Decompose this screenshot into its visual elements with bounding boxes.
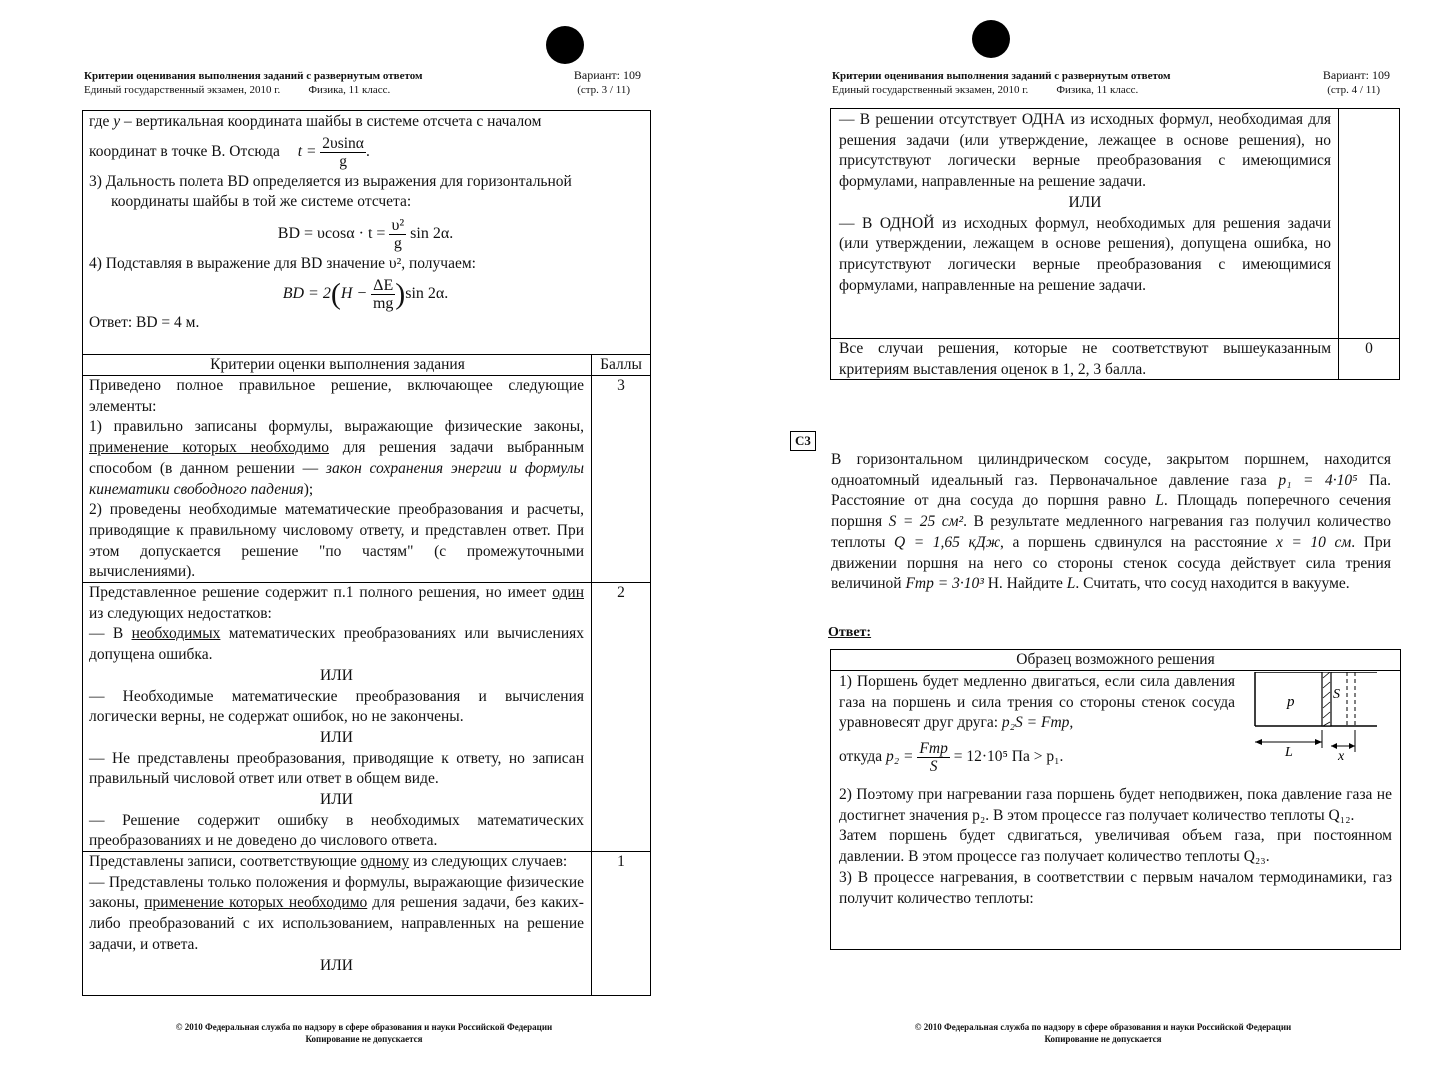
header-exam: Единый государственный экзамен, 2010 г.	[84, 84, 281, 96]
figure-label-x: x	[1338, 749, 1345, 764]
solution-box: Образец возможного решения 1) Поршень будет медленно двигаться, если сила давления газа на поршень и сила трения со стороны стенок сосуда уравновесят друг друга: p₂S = Fтр, откуда p₂ = $\frac{\text{Fтр}}{S}$ = 12·10⁵ Па > p₁. p S L x 2) Поэтому при нагревании газа поршень будет неподвижен, пока давление газа не достигнет значения p₂. В этом процессе газ получает количество теплоты Q₁₂. Затем поршень будет сдвигаться, увеличивая объем газа, при постоянном давлении. В этом процессе газ получает количество теплоты Q₂₃. 3) В процессе нагревания, в соответствии с первым началом термодинамики, газ получит количество теплоты:	[830, 649, 1401, 950]
table-row: Приведено полное правильное решение, включающее следующие элементы: 1) правильно записаны формулы, выражающие физические законы, применение которых необходимо для решения задачи выбранным способом (в данном решении — закон сохранения энергии и формулы кинематики свободного падения); 2) проведены необходимые математические преобразования и расчеты, приводящие к правильному числовому ответу, и представлен ответ. При этом допускается решение "по частям" (с промежуточными вычислениями). 3	[83, 375, 650, 583]
criteria-box	[82, 110, 651, 996]
cylinder-figure	[1249, 672, 1389, 764]
footer: © 2010 Федеральная служба по надзору в сфере образования и науки Российской Федерации Копирование не допускается	[914, 1022, 1292, 1044]
criteria-box-continued	[830, 108, 1400, 380]
task-label: C3	[790, 431, 816, 451]
points: 1	[591, 852, 650, 995]
header-subtitle	[84, 84, 418, 96]
figure-label-s: S	[1333, 687, 1340, 702]
page-right	[750, 0, 1456, 1066]
header-title: Критерии оценивания выполнения заданий с развернутым ответом	[832, 70, 1171, 82]
header-subtitle	[832, 84, 1166, 96]
header-variant: Вариант: 109	[573, 68, 641, 82]
solution-continuation: где y – вертикальная координата шайбы в системе отсчета с началом координат в точке B. Отсюда t = $\frac{2\upsilon\sin\alpha}{g}$ . 3) Дальность полета BD определяется из выражения для горизонтальной координаты шайбы в той же системе отсчета: BD = υcosα · t = $\frac{\text{υ²}}{g}$ sin 2α. 4) Подставляя в выражение для BD значение υ², получаем: BD = 2(H − $\frac{\Delta E}{mg}$ )sin 2α. Ответ: BD = 4 м.	[89, 112, 642, 334]
footer: © 2010 Федеральная служба по надзору в сфере образования и науки Российской Федерации Копирование не допускается	[175, 1022, 553, 1044]
header-subject: Физика, 11 класс.	[1056, 84, 1139, 96]
header-subject: Физика, 11 класс.	[308, 84, 391, 96]
table-header: Критерии оценки выполнения задания Баллы	[83, 354, 650, 376]
header-page: (стр. 4 / 11)	[1327, 84, 1380, 96]
header-variant: Вариант: 109	[1322, 68, 1390, 82]
answer: Ответ: BD = 4 м.	[89, 313, 200, 331]
header-exam: Единый государственный экзамен, 2010 г.	[832, 84, 1029, 96]
task-text: В горизонтальном цилиндрическом сосуде, закрытом поршнем, находится одноатомный идеальный газ. Первоначальное давление газа p₁ = 4·10⁵ Па. Расстояние от дна сосуда до поршня равно L. Площадь поперечного сечения поршня S = 25 см². В результате медленного нагревания газ получил количество теплоты Q = 1,65 кДж, а поршень сдвинулся на расстояние x = 10 см. При движении поршня на него со стороны стенок сосуда действует сила трения величиной Fтр = 3·10³ Н. Найдите L. Считать, что сосуд находится в вакууме.	[831, 451, 1391, 593]
header-page: (стр. 3 / 11)	[577, 84, 630, 96]
punch-hole	[546, 26, 584, 64]
points: 2	[591, 583, 650, 852]
points: 3	[591, 376, 650, 583]
points: 0	[1338, 339, 1399, 379]
figure-label-p: p	[1287, 694, 1295, 710]
solution-title: Образец возможного решения	[831, 650, 1400, 671]
figure-label-l: L	[1285, 745, 1293, 760]
table-row: — В решении отсутствует ОДНА из исходных формул, необходимая для решения задачи (или утверждение, лежащее в основе решения), но присутствуют логически верные преобразования с имеющимися формулами, направленные на решение задачи. ИЛИ — В ОДНОЙ из исходных формул, необходимых для решения задачи (или утверждении, лежащем в основе решения), допущена ошибка, но присутствуют логически верные преобразования с имеющимися формулами, направленные на решение задачи.	[831, 109, 1399, 338]
table-row: Представленное решение содержит п.1 полного решения, но имеет один из следующих недостатков: — В необходимых математических преобразованиях или вычислениях допущена ошибка. ИЛИ — Необходимые математические преобразования и вычисления логически верны, не содержат ошибок, но не закончены. ИЛИ — Не представлены преобразования, приводящие к ответу, но записан правильный числовой ответ или ответ в общем виде. ИЛИ — Решение содержит ошибку в необходимых математических преобразованиях и не доведено до числового ответа. 2	[83, 582, 650, 852]
table-row: Представлены записи, соответствующие одному из следующих случаев: — Представлены только положения и формулы, выражающие физические законы, применение которых необходимо для решения задачи, без каких-либо преобразований с их использованием, направленных на решение задачи, и ответа. ИЛИ 1	[83, 851, 650, 995]
table-row: Все случаи решения, которые не соответствуют вышеуказанным критериям выставления оценок в 1, 2, 3 балла. 0	[831, 338, 1399, 379]
header-title: Критерии оценивания выполнения заданий с развернутым ответом	[84, 70, 423, 82]
answer-label: Ответ:	[828, 625, 872, 640]
punch-hole	[972, 20, 1010, 58]
